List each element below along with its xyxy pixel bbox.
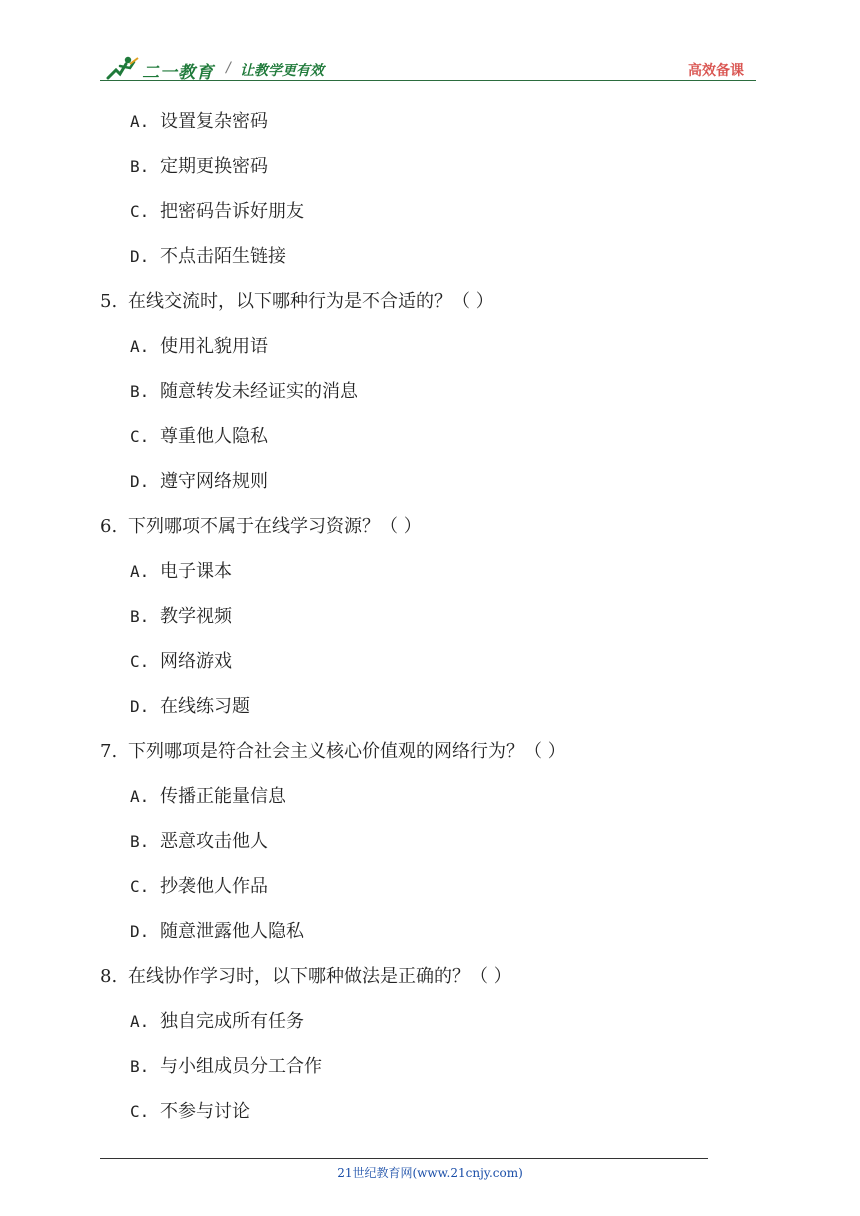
- question-stem: [100, 290, 494, 314]
- option-label: B.: [130, 157, 150, 176]
- option-text: 不参与讨论: [160, 1101, 250, 1122]
- answer-option: [130, 785, 286, 809]
- option-text: 设置复杂密码: [160, 111, 268, 132]
- option-text: 在线练习题: [160, 696, 250, 717]
- answer-option: [130, 425, 268, 449]
- option-label: A.: [130, 787, 150, 806]
- answer-option: [130, 245, 286, 269]
- option-text: 遵守网络规则: [160, 471, 268, 492]
- answer-option: [130, 605, 232, 629]
- option-label: A.: [130, 337, 150, 356]
- answer-option: [130, 380, 358, 404]
- option-text: 独自完成所有任务: [160, 1011, 304, 1032]
- answer-option: [130, 155, 268, 179]
- option-text: 尊重他人隐私: [160, 426, 268, 447]
- option-label: B.: [130, 607, 150, 626]
- option-label: D.: [130, 472, 150, 491]
- answer-option: [130, 560, 232, 584]
- page-header: [100, 50, 756, 82]
- option-label: C.: [130, 1102, 150, 1121]
- question-text: 在线交流时，以下哪种行为是不合适的？（ ）: [128, 291, 494, 312]
- footer-text: 21世纪教育网(www.21cnjy.com): [337, 1166, 523, 1180]
- option-text: 网络游戏: [160, 651, 232, 672]
- question-stem: [100, 965, 512, 989]
- option-label: D.: [130, 697, 150, 716]
- option-text: 恶意攻击他人: [160, 831, 268, 852]
- option-label: C.: [130, 652, 150, 671]
- brand-name: 二一教育: [142, 63, 214, 83]
- option-label: C.: [130, 427, 150, 446]
- question-text: 在线协作学习时，以下哪种做法是正确的？（ ）: [128, 966, 512, 987]
- answer-option: [130, 470, 268, 494]
- option-label: A.: [130, 562, 150, 581]
- option-label: A.: [130, 1012, 150, 1031]
- option-text: 把密码告诉好朋友: [160, 201, 304, 222]
- answer-option: [130, 695, 250, 719]
- question-number: 8.: [100, 966, 118, 987]
- option-label: B.: [130, 832, 150, 851]
- header-divider: [100, 80, 756, 81]
- running-figure-logo-icon: [104, 54, 140, 82]
- option-label: D.: [130, 247, 150, 266]
- option-text: 与小组成员分工合作: [160, 1056, 322, 1077]
- option-label: A.: [130, 112, 150, 131]
- answer-option: [130, 650, 232, 674]
- option-text: 随意泄露他人隐私: [160, 921, 304, 942]
- option-label: C.: [130, 877, 150, 896]
- answer-option: [130, 335, 268, 359]
- answer-option: [130, 920, 304, 944]
- brand-tagline: 让教学更有效: [240, 63, 324, 79]
- option-text: 不点击陌生链接: [160, 246, 286, 267]
- footer-divider: [100, 1158, 708, 1159]
- question-stem: [100, 515, 422, 539]
- question-number: 5.: [100, 291, 118, 312]
- answer-option: [130, 1100, 250, 1124]
- question-text: 下列哪项不属于在线学习资源？（ ）: [128, 516, 422, 537]
- option-label: C.: [130, 202, 150, 221]
- question-stem: [100, 740, 566, 764]
- option-label: B.: [130, 382, 150, 401]
- option-text: 抄袭他人作品: [160, 876, 268, 897]
- header-badge: 高效备课: [688, 63, 744, 79]
- option-text: 传播正能量信息: [160, 786, 286, 807]
- question-number: 7.: [100, 741, 118, 762]
- answer-option: [130, 110, 268, 134]
- question-text: 下列哪项是符合社会主义核心价值观的网络行为？（ ）: [128, 741, 566, 762]
- answer-option: [130, 200, 304, 224]
- answer-option: [130, 830, 268, 854]
- option-text: 教学视频: [160, 606, 232, 627]
- option-text: 电子课本: [160, 561, 232, 582]
- answer-option: [130, 875, 268, 899]
- option-label: D.: [130, 922, 150, 941]
- answer-option: [130, 1055, 322, 1079]
- option-label: B.: [130, 1057, 150, 1076]
- option-text: 定期更换密码: [160, 156, 268, 177]
- option-text: 使用礼貌用语: [160, 336, 268, 357]
- header-separator: /: [226, 60, 231, 76]
- answer-option: [130, 1010, 304, 1034]
- question-number: 6.: [100, 516, 118, 537]
- option-text: 随意转发未经证实的消息: [160, 381, 358, 402]
